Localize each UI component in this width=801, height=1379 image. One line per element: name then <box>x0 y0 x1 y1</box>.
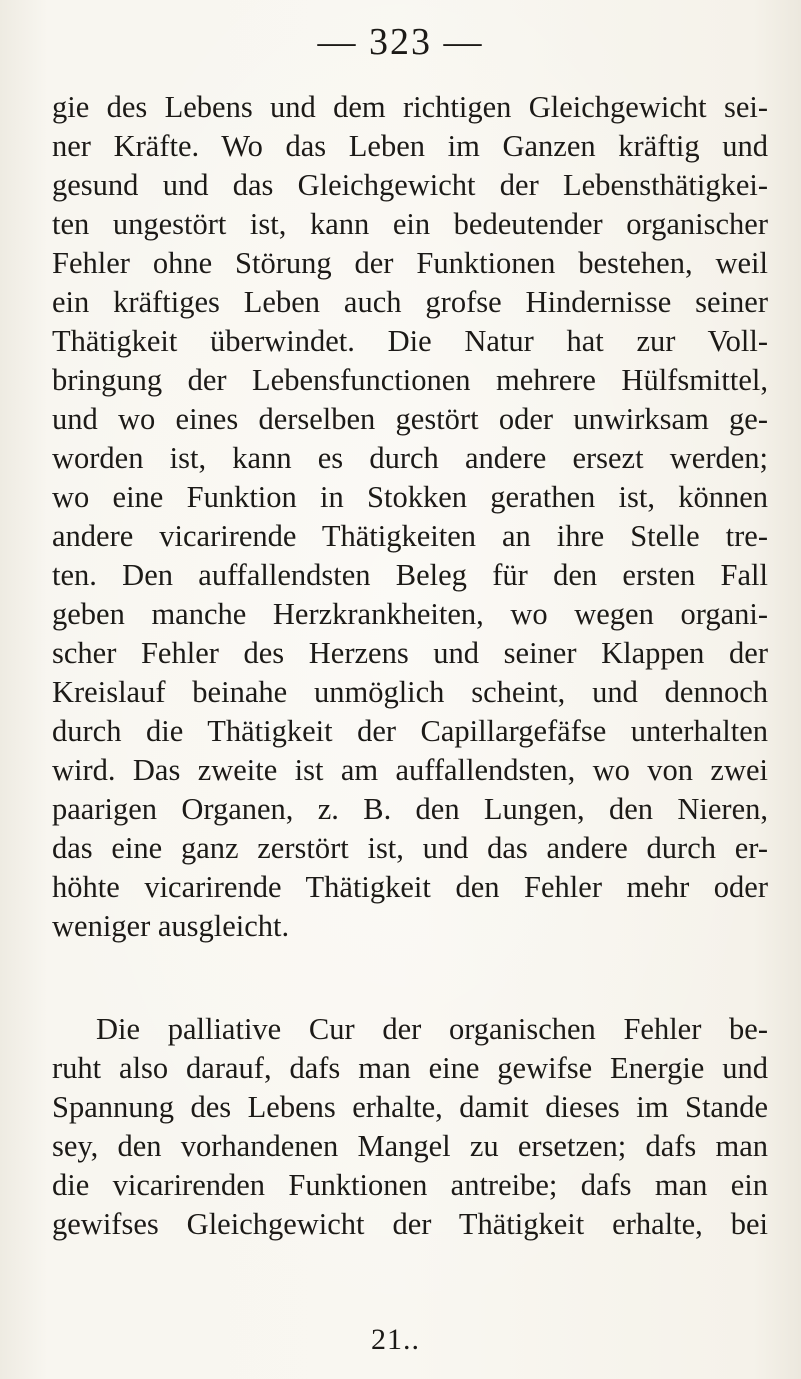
text-line: ruht also darauf, dafs man eine gewifse Energie und <box>52 1051 768 1085</box>
text-line: Thätigkeit überwindet. Die Natur hat zur Voll- <box>52 324 768 358</box>
text-line: gesund und das Gleichgewicht der Lebensthätigkei- <box>52 168 768 202</box>
printer-signature-mark: 21.. <box>371 1323 420 1356</box>
text-line: wo eine Funktion in Stokken gerathen ist, können <box>52 480 768 514</box>
page-number-header: — 323 — <box>317 21 484 63</box>
text-line: das eine ganz zerstört ist, und das andere durch er- <box>52 831 768 865</box>
text-line: gewifses Gleichgewicht der Thätigkeit erhalte, bei <box>52 1207 768 1241</box>
text-line: paarigen Organen, z. B. den Lungen, den Nieren, <box>52 792 768 826</box>
text-line: Die palliative Cur der organischen Fehler be- <box>96 1012 768 1046</box>
text-line: worden ist, kann es durch andere ersezt werden; <box>52 441 768 475</box>
text-line: höhte vicarirende Thätigkeit den Fehler mehr oder <box>52 870 768 904</box>
text-line: wird. Das zweite ist am auffallendsten, wo von zwei <box>52 753 768 787</box>
text-line: ner Kräfte. Wo das Leben im Ganzen kräftig und <box>52 129 768 163</box>
text-line: durch die Thätigkeit der Capillargefäfse unterhalten <box>52 714 768 748</box>
text-line: und wo eines derselben gestört oder unwirksam ge- <box>52 402 768 436</box>
text-line: gie des Lebens und dem richtigen Gleichgewicht sei- <box>52 90 768 124</box>
paragraph-2 <box>52 1010 768 1244</box>
text-line: ten ungestört ist, kann ein bedeutender organischer <box>52 207 768 241</box>
text-line: geben manche Herzkrankheiten, wo wegen organi- <box>52 597 768 631</box>
text-line: die vicarirenden Funktionen antreibe; dafs man ein <box>52 1168 768 1202</box>
paragraph-1 <box>52 88 768 946</box>
text-line: Kreislauf beinahe unmöglich scheint, und dennoch <box>52 675 768 709</box>
text-line: ein kräftiges Leben auch grofse Hindernisse seiner <box>52 285 768 319</box>
text-line: sey, den vorhandenen Mangel zu ersetzen; dafs man <box>52 1129 768 1163</box>
text-line: scher Fehler des Herzens und seiner Klappen der <box>52 636 768 670</box>
text-line: ten. Den auffallendsten Beleg für den ersten Fall <box>52 558 768 592</box>
text-line: Spannung des Lebens erhalte, damit dieses im Stande <box>52 1090 768 1124</box>
text-line: bringung der Lebensfunctionen mehrere Hülfsmittel, <box>52 363 768 397</box>
text-line: weniger ausgleicht. <box>52 909 290 943</box>
text-line: andere vicarirende Thätigkeiten an ihre Stelle tre- <box>52 519 768 553</box>
text-line: Fehler ohne Störung der Funktionen bestehen, weil <box>52 246 768 280</box>
